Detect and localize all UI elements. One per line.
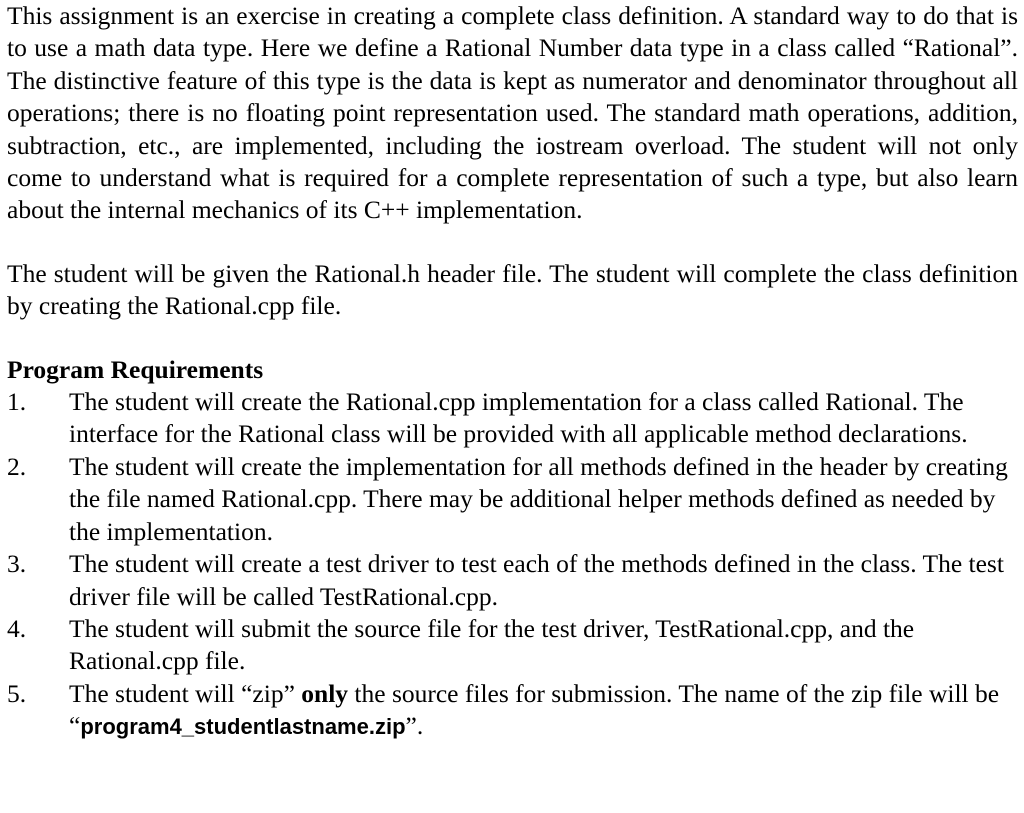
zip-file-name: program4_studentlastname.zip xyxy=(80,714,406,740)
requirement-number: 3. xyxy=(7,549,27,579)
intro-paragraph-2: The student will be given the Rational.h header file. The student will complete the class definition by creating the Rational.cpp file. xyxy=(7,258,1018,321)
requirements-list xyxy=(7,386,1018,743)
requirement-number: 1. xyxy=(7,387,27,417)
requirements-heading: Program Requirements xyxy=(7,354,264,384)
requirement-text-after: ”. xyxy=(405,711,424,741)
requirement-text: The student will create the implementation for all methods defined in the header by creating the file named Rational.cpp. There may be additional helper methods defined as needed by the implementation. xyxy=(69,451,1008,546)
requirement-number: 4. xyxy=(7,613,27,643)
requirement-number: 2. xyxy=(7,451,27,481)
requirement-text: The student will create a test driver to test each of the methods defined in the class. The test driver file will be called TestRational.cpp. xyxy=(69,549,1004,611)
requirement-emphasis: only xyxy=(301,678,349,708)
requirement-item-4 xyxy=(7,613,1018,678)
requirement-item-1 xyxy=(7,386,1018,451)
requirement-text-before: The student will “zip” xyxy=(69,678,302,708)
requirement-item-5 xyxy=(7,678,1018,744)
requirement-text: The student will create the Rational.cpp implementation for a class called Rational. The interface for the Rational class will be provided with all applicable method declarations. xyxy=(69,387,968,449)
requirement-item-3 xyxy=(7,548,1018,613)
intro-paragraph-1: This assignment is an exercise in creating a complete class definition. A standard way to do that is to use a math data type. Here we define a Rational Number data type in a class called “Rational”. The distinctive feature of this type is the data is kept as numerator and denominator throughout all operations; there is no floating point representation used. The standard math operations, addition, subtraction, etc., are implemented, including the iostream overload. The student will not only come to understand what is required for a complete representation of such a type, but also learn about the internal mechanics of its C++ implementation. xyxy=(7,1,1018,225)
requirement-text: The student will submit the source file for the test driver, TestRational.cpp, and the Rational.cpp file. xyxy=(69,613,915,676)
requirement-number: 5. xyxy=(7,678,27,708)
requirement-text-middle: the source files for submission. The name of the zip file will be “ xyxy=(69,678,1000,741)
requirement-item-2 xyxy=(7,451,1018,548)
